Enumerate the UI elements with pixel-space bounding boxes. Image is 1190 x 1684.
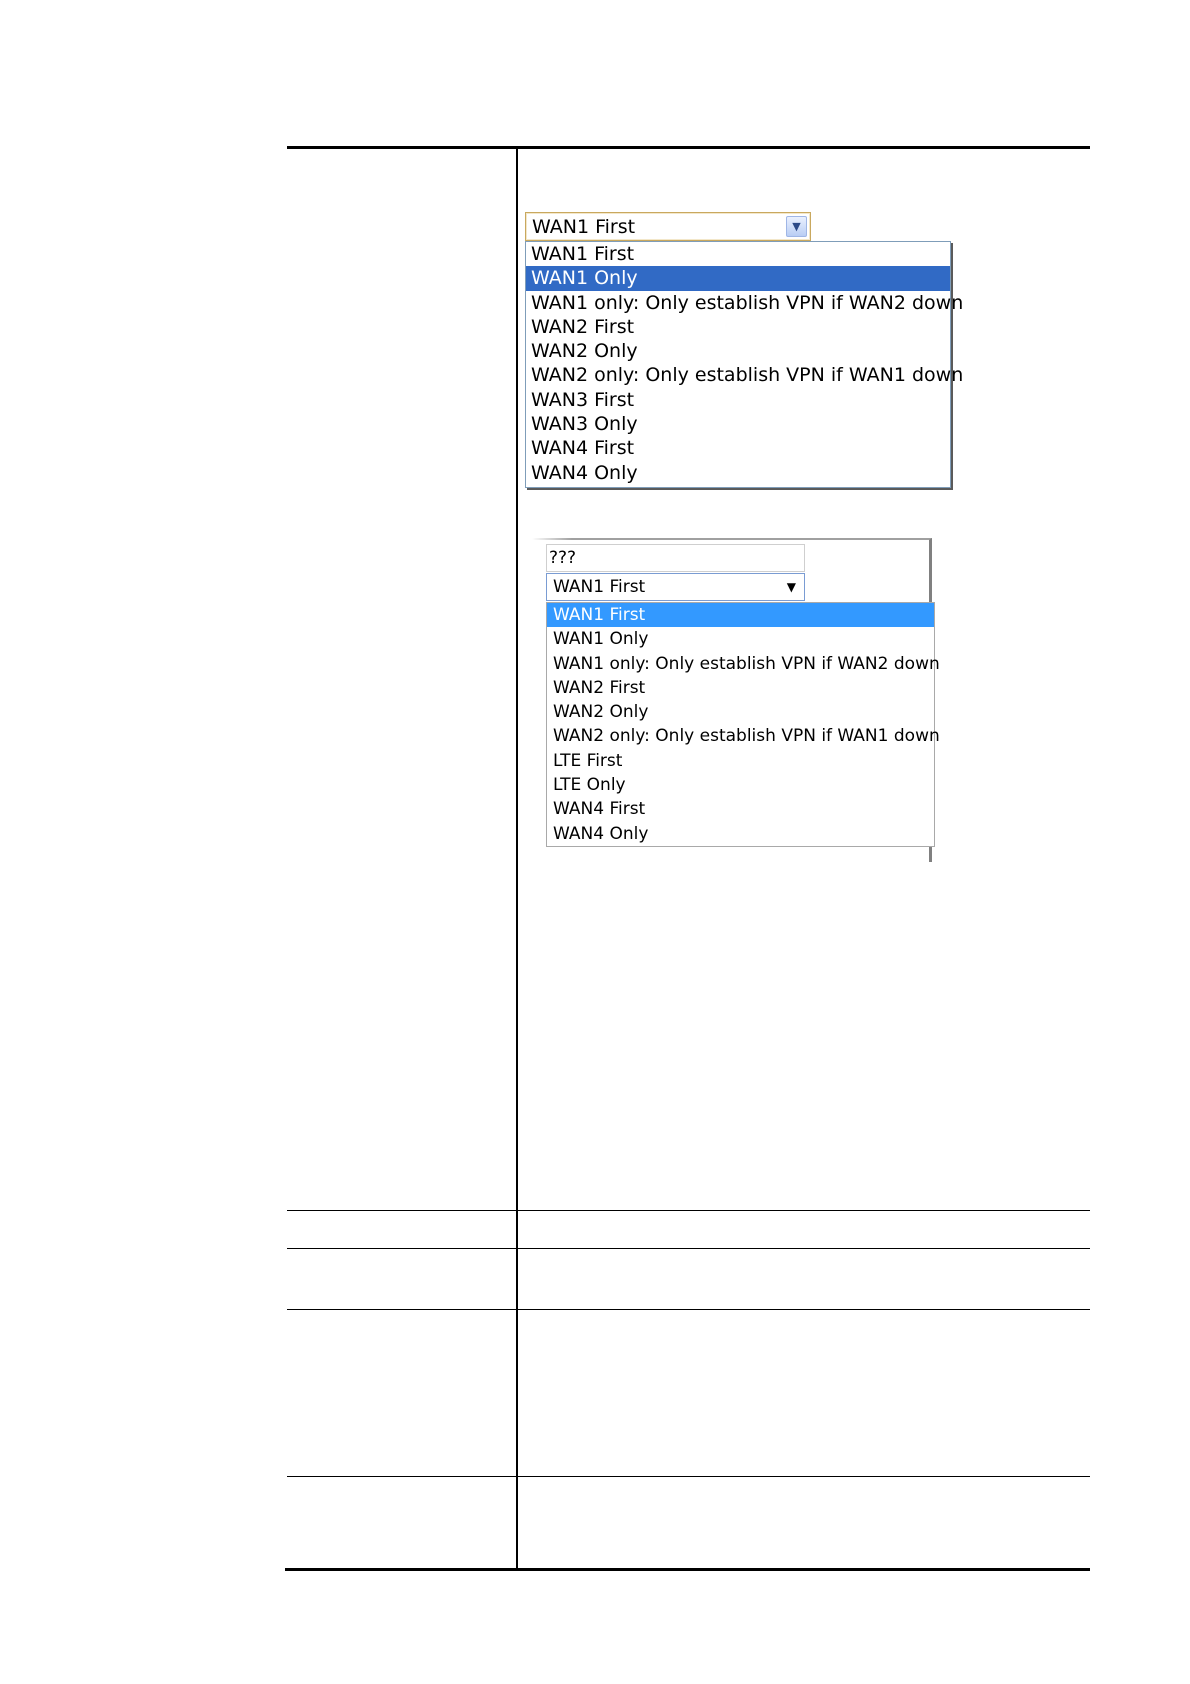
table-row-rule <box>287 1309 1090 1310</box>
dropdown-option[interactable]: WAN1 only: Only establish VPN if WAN2 down <box>531 291 964 314</box>
table-column-divider <box>516 146 518 1570</box>
dropdown-option[interactable]: WAN1 First <box>531 243 635 265</box>
wan-priority-option-list-modern[interactable] <box>546 602 940 847</box>
frame-fade <box>532 538 572 540</box>
dropdown-option[interactable]: WAN2 Only <box>531 340 638 363</box>
dropdown-option[interactable]: WAN3 First <box>531 388 635 411</box>
dropdown-arrow-icon[interactable]: ▼ <box>786 580 796 594</box>
wan-priority-select-modern[interactable] <box>546 573 805 601</box>
dropdown-option[interactable]: WAN2 First <box>553 677 646 698</box>
table-row-rule <box>287 1476 1090 1477</box>
dropdown-option[interactable]: WAN4 First <box>531 437 635 460</box>
dropdown-option[interactable]: WAN1 First <box>547 603 934 627</box>
chevron-down-icon[interactable]: ▼ <box>786 216 807 237</box>
dropdown-option[interactable]: WAN2 only: Only establish VPN if WAN1 down <box>531 364 964 387</box>
dropdown-option[interactable]: WAN4 Only <box>531 461 638 484</box>
dropdown-option[interactable]: WAN2 First <box>531 315 635 338</box>
dropdown-option[interactable]: WAN1 Only <box>526 266 950 290</box>
dropdown-option[interactable]: WAN1 only: Only establish VPN if WAN2 down <box>553 653 940 674</box>
wan-priority-select-classic[interactable] <box>525 212 811 241</box>
dropdown-option[interactable]: WAN1 Only <box>553 629 649 650</box>
dropdown-option[interactable]: LTE First <box>553 750 623 771</box>
selected-value: WAN1 First <box>553 577 646 597</box>
dropdown-option[interactable]: WAN2 Only <box>553 702 649 723</box>
dropdown-option[interactable]: WAN4 Only <box>553 823 649 844</box>
dropdown-option[interactable]: LTE Only <box>553 775 626 796</box>
wan-priority-option-list-classic[interactable] <box>525 241 964 488</box>
text-field[interactable]: ??? <box>546 544 805 572</box>
table-row-rule <box>287 1210 1090 1211</box>
dropdown-option[interactable]: WAN2 only: Only establish VPN if WAN1 down <box>553 726 940 747</box>
dropdown-option[interactable]: WAN3 Only <box>531 413 638 436</box>
table-top-rule <box>287 146 1090 149</box>
selected-value: WAN1 First <box>532 216 636 238</box>
dropdown-option[interactable]: WAN4 First <box>553 799 646 820</box>
table-bottom-rule <box>285 1568 1090 1571</box>
table-row-rule <box>287 1248 1090 1249</box>
